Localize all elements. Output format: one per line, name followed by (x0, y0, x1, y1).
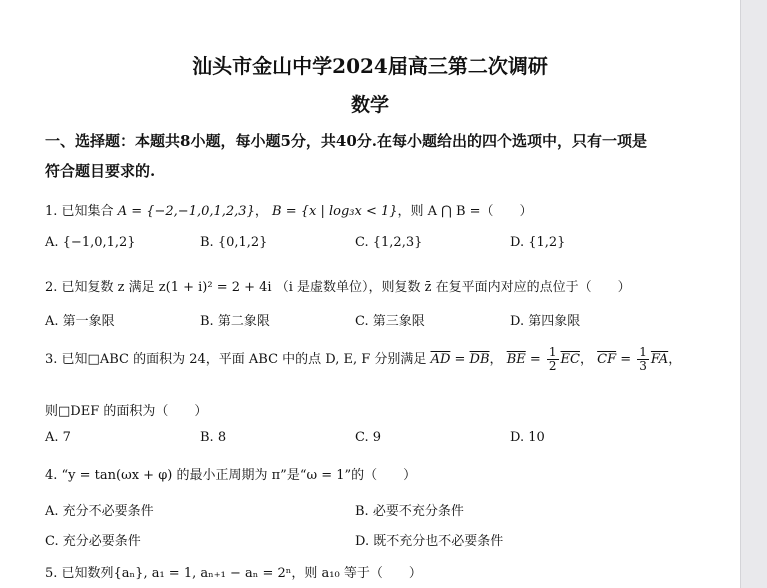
q3-option-d: D. 10 (510, 430, 545, 445)
q3-vector-be: $\overline{BE}$ (506, 352, 526, 367)
q3-fraction-half (547, 346, 559, 373)
q2-option-a: A. 第一象限 (45, 314, 115, 329)
q3-vector-ec: $\overline{EC}$ (560, 352, 580, 367)
q4-option-d: D. 既不充分也不必要条件 (355, 534, 504, 549)
q3-option-b: B. 8 (200, 430, 227, 445)
q1-prefix: 1. 已知集合 (45, 204, 114, 219)
q3-option-a: A. 7 (45, 430, 71, 445)
question-5: 5. 已知数列{aₙ}, a₁ = 1, aₙ₊₁ − aₙ = 2ⁿ，则 a₁₀ 等于（ ） (45, 566, 422, 581)
question-2: 2. 已知复数 z 满足 z(1 + i)² = 2 + 4i （i 是虚数单位），则复数 z̄ 在复平面内对应的点位于（ ） (45, 280, 631, 295)
question-3 (45, 346, 681, 373)
q1-suffix: ，则 A ⋂ B =（ ） (397, 204, 533, 219)
q3-comma1: ， (489, 352, 503, 367)
q3-eq1: = (450, 352, 470, 367)
q3-frac1-num: 1 (548, 345, 557, 359)
q3-frac2-num: 1 (639, 345, 647, 359)
q3-vector-db: $\overline{DB}$ (469, 352, 490, 367)
q1-option-a: A. {−1,0,1,2} (45, 235, 136, 250)
exam-subject: 数学 (350, 94, 389, 116)
q4-option-c: C. 充分必要条件 (45, 534, 141, 549)
q3-part1: 3. 已知□ABC 的面积为 24，平面 ABC 中的点 D, E, F 分别满足 (45, 352, 427, 367)
q2-option-c: C. 第三象限 (355, 314, 425, 329)
q3-vector-cf: $\overline{CF}$ (597, 352, 617, 367)
section-heading-line1: 一、选择题：本题共8小题，每小题5分，共40分.在每小题给出的四个选项中，只有一项是 (45, 132, 647, 150)
q3-eq3: = (616, 352, 636, 367)
q3-eq2: = (525, 352, 545, 367)
q2-option-b: B. 第二象限 (200, 314, 270, 329)
q3-option-c: C. 9 (355, 430, 382, 445)
question-4: 4. “y = tan(ωx + φ) 的最小正周期为 π”是“ω = 1”的（ ） (45, 468, 417, 483)
q1-option-c: C. {1,2,3} (355, 235, 423, 250)
q1-option-d: D. {1,2} (510, 235, 566, 250)
viewer-scrollbar[interactable] (740, 0, 767, 588)
q1-separator: ， (254, 204, 268, 219)
q1-option-b: B. {0,1,2} (200, 235, 268, 250)
question-3-line2: 则□DEF 的面积为（ ） (45, 404, 208, 419)
q4-option-b: B. 必要不充分条件 (355, 504, 464, 519)
q3-frac1-den: 2 (548, 359, 557, 373)
q1-set-a: A = {−2,−1,0,1,2,3} (117, 204, 255, 219)
q3-fraction-third (637, 346, 649, 373)
q2-option-d: D. 第四象限 (510, 314, 581, 329)
exam-title: 汕头市金山中学2024届高三第二次调研 (192, 54, 548, 78)
q1-set-b: B = {x | log₃x < 1} (272, 204, 398, 219)
q3-comma2: ， (579, 352, 593, 367)
q3-vector-fa: $\overline{FA}$ (650, 352, 669, 367)
section-heading-line2: 符合题目要求的. (45, 162, 156, 180)
question-1 (45, 200, 533, 219)
q4-option-a: A. 充分不必要条件 (45, 504, 154, 519)
q3-comma3: ， (668, 352, 682, 367)
q3-frac2-den: 3 (639, 359, 647, 373)
q3-vector-ad: $\overline{AD}$ (430, 352, 451, 367)
